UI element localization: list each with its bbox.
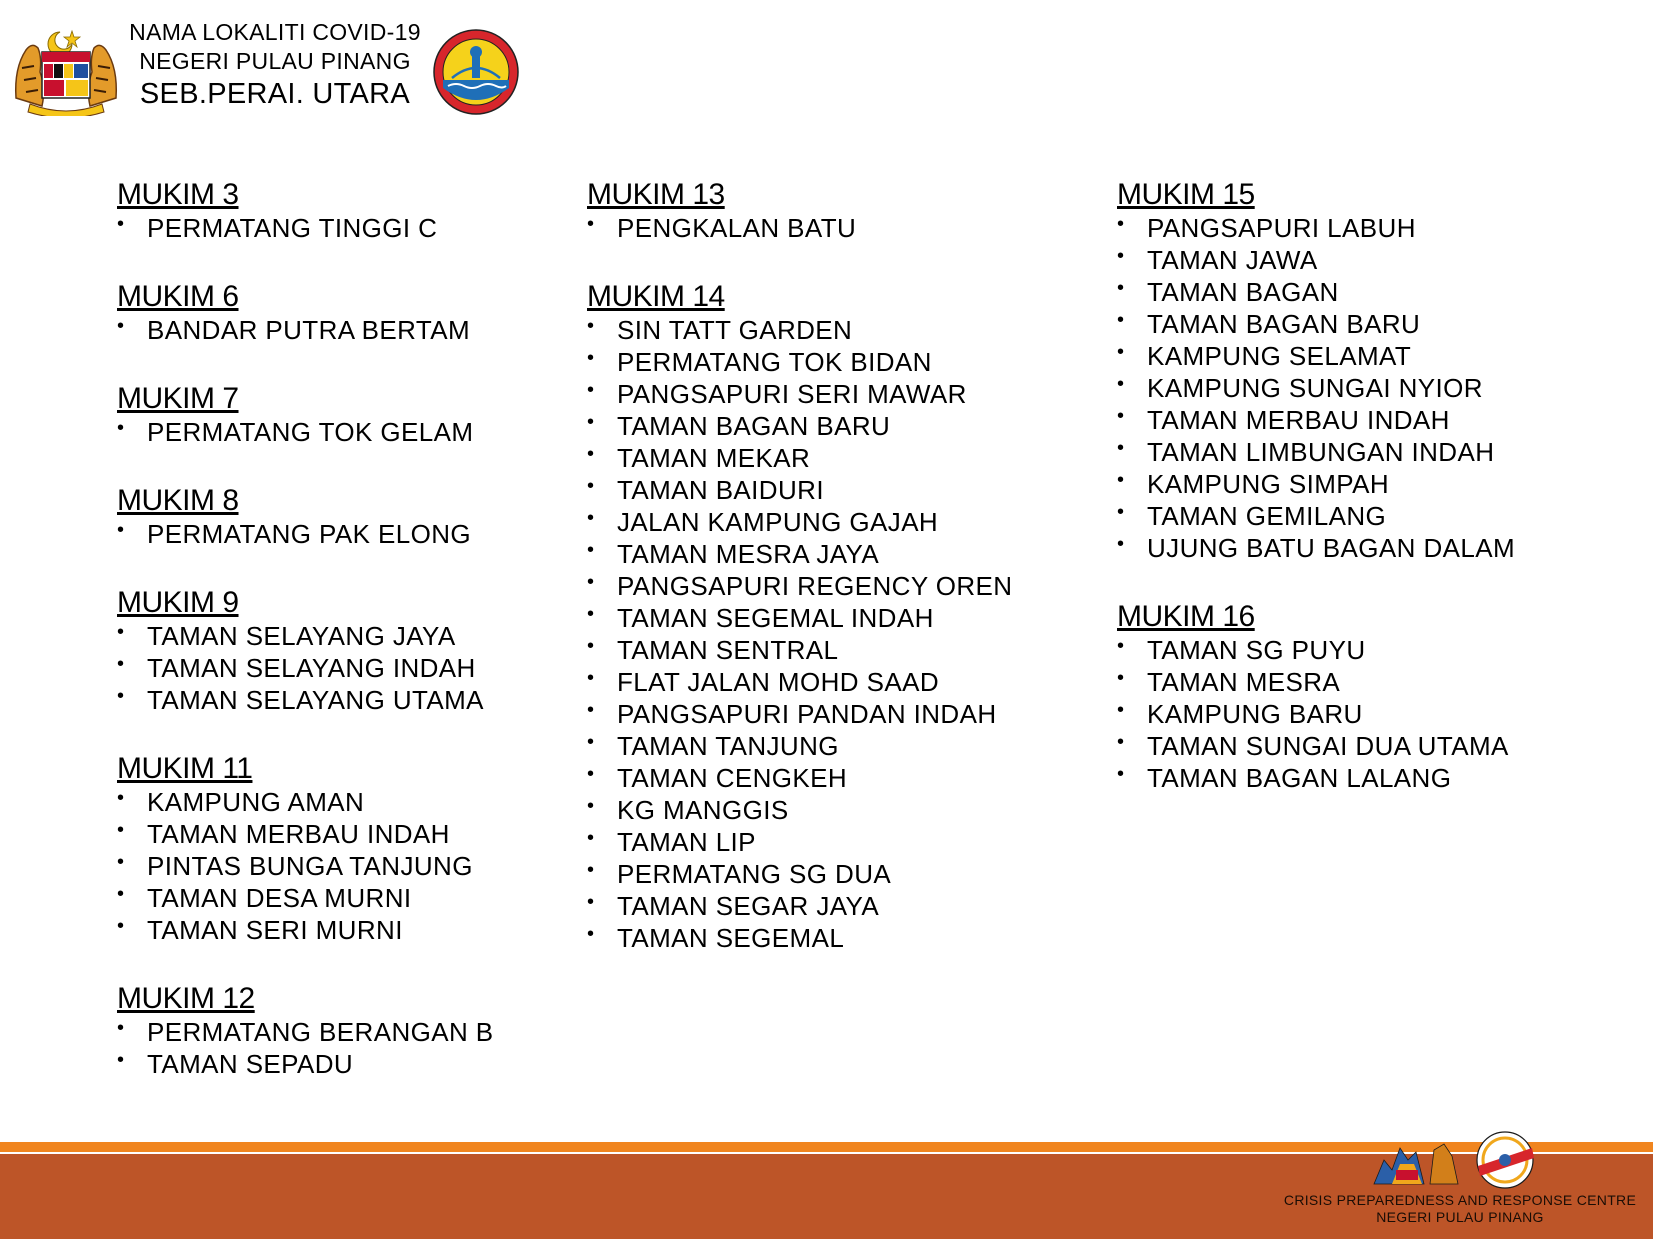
footer-text	[1270, 1192, 1650, 1226]
list-item: • KAMPUNG SELAMAT	[1117, 340, 1637, 372]
list-item: • TAMAN BAGAN BARU	[1117, 308, 1637, 340]
list-item: • TAMAN SEGAR JAYA	[587, 890, 1097, 922]
list-item: • PANGSAPURI SERI MAWAR	[587, 378, 1097, 410]
list-item: • TAMAN LIMBUNGAN INDAH	[1117, 436, 1637, 468]
mukim-group	[117, 178, 577, 244]
list-item: • PERMATANG TINGGI C	[117, 212, 577, 244]
mukim-group	[117, 280, 577, 346]
list-item: • TAMAN LIP	[587, 826, 1097, 858]
list-item: • KAMPUNG BARU	[1117, 698, 1637, 730]
list-item: • TAMAN BAGAN	[1117, 276, 1637, 308]
list-item: • TAMAN MERBAU INDAH	[1117, 404, 1637, 436]
list-item: • TAMAN TANJUNG	[587, 730, 1097, 762]
list-item: • TAMAN CENGKEH	[587, 762, 1097, 794]
list-item: • PANGSAPURI REGENCY OREN	[587, 570, 1097, 602]
list-item: • PERMATANG SG DUA	[587, 858, 1097, 890]
list-item: • TAMAN MEKAR	[587, 442, 1097, 474]
mukim-heading: MUKIM 13	[587, 178, 725, 211]
list-item: • PENGKALAN BATU	[587, 212, 1097, 244]
list-item: • PINTAS BUNGA TANJUNG	[117, 850, 577, 882]
cprc-logo	[1374, 1144, 1458, 1184]
list-item: • TAMAN SEGEMAL INDAH	[587, 602, 1097, 634]
list-item: • UJUNG BATU BAGAN DALAM	[1117, 532, 1637, 564]
column-2	[587, 178, 1097, 990]
list-item: • TAMAN GEMILANG	[1117, 500, 1637, 532]
mukim-heading: MUKIM 11	[117, 752, 253, 785]
mukim-group	[117, 382, 577, 448]
list-item: • TAMAN SUNGAI DUA UTAMA	[1117, 730, 1637, 762]
mukim-group	[1117, 178, 1637, 564]
column-3	[1117, 178, 1637, 830]
list-item: • KG MANGGIS	[587, 794, 1097, 826]
locality-list	[117, 620, 577, 716]
list-item: • KAMPUNG SIMPAH	[1117, 468, 1637, 500]
malaysia-coat-of-arms-logo	[12, 28, 120, 116]
footer-line-2: NEGERI PULAU PINANG	[1376, 1209, 1544, 1225]
mukim-heading: MUKIM 6	[117, 280, 239, 313]
locality-list	[117, 212, 577, 244]
mukim-heading: MUKIM 9	[117, 586, 239, 619]
header	[0, 0, 560, 130]
list-item: • TAMAN SG PUYU	[1117, 634, 1637, 666]
list-item: • TAMAN BAGAN LALANG	[1117, 762, 1637, 794]
list-item: • TAMAN BAGAN BARU	[587, 410, 1097, 442]
mukim-group	[587, 178, 1097, 244]
list-item: • TAMAN MESRA JAYA	[587, 538, 1097, 570]
list-item: • TAMAN SEPADU	[117, 1048, 577, 1080]
list-item: • TAMAN SEGEMAL	[587, 922, 1097, 954]
title-line-2: NEGERI PULAU PINANG	[139, 48, 411, 74]
locality-list	[117, 416, 577, 448]
list-item: • TAMAN DESA MURNI	[117, 882, 577, 914]
footer-logos	[1370, 1130, 1540, 1190]
list-item: • TAMAN SELAYANG UTAMA	[117, 684, 577, 716]
mukim-heading: MUKIM 16	[1117, 600, 1255, 633]
mukim-heading: MUKIM 3	[117, 178, 239, 211]
list-item: • TAMAN SENTRAL	[587, 634, 1097, 666]
mukim-heading: MUKIM 14	[587, 280, 725, 313]
mukim-group	[117, 484, 577, 550]
list-item: • KAMPUNG SUNGAI NYIOR	[1117, 372, 1637, 404]
title-line-3: SEB.PERAI. UTARA	[139, 78, 411, 110]
penang-state-seal-logo	[432, 28, 520, 116]
locality-list	[117, 518, 577, 550]
list-item: • TAMAN SELAYANG INDAH	[117, 652, 577, 684]
locality-list	[117, 314, 577, 346]
mukim-group	[117, 982, 577, 1080]
locality-list	[117, 786, 577, 946]
list-item: • KAMPUNG AMAN	[117, 786, 577, 818]
column-1	[117, 178, 577, 1116]
list-item: • TAMAN MESRA	[1117, 666, 1637, 698]
list-item: • BANDAR PUTRA BERTAM	[117, 314, 577, 346]
list-item: • TAMAN SELAYANG JAYA	[117, 620, 577, 652]
mukim-group	[1117, 600, 1637, 794]
list-item: • FLAT JALAN MOHD SAAD	[587, 666, 1097, 698]
mukim-group	[117, 752, 577, 946]
list-item: • PERMATANG BERANGAN B	[117, 1016, 577, 1048]
mukim-group	[587, 280, 1097, 954]
locality-list	[1117, 212, 1637, 564]
mukim-heading: MUKIM 7	[117, 382, 239, 415]
list-item: • PERMATANG PAK ELONG	[117, 518, 577, 550]
list-item: • TAMAN MERBAU INDAH	[117, 818, 577, 850]
list-item: • TAMAN JAWA	[1117, 244, 1637, 276]
list-item: • PANGSAPURI PANDAN INDAH	[587, 698, 1097, 730]
locality-list	[587, 212, 1097, 244]
mukim-heading: MUKIM 15	[1117, 178, 1255, 211]
locality-list	[587, 314, 1097, 954]
title-line-1: NAMA LOKALITI COVID-19	[129, 19, 421, 45]
title-block	[120, 18, 430, 112]
locality-list	[117, 1016, 577, 1080]
locality-list	[1117, 634, 1637, 794]
list-item: • PERMATANG TOK GELAM	[117, 416, 577, 448]
mukim-heading: MUKIM 8	[117, 484, 239, 517]
footer-line-1: CRISIS PREPAREDNESS AND RESPONSE CENTRE	[1283, 1192, 1637, 1208]
list-item: • JALAN KAMPUNG GAJAH	[587, 506, 1097, 538]
list-item: • TAMAN BAIDURI	[587, 474, 1097, 506]
penang-lawan-covid19-logo	[1477, 1132, 1534, 1188]
list-item: • PERMATANG TOK BIDAN	[587, 346, 1097, 378]
list-item: • TAMAN SERI MURNI	[117, 914, 577, 946]
list-item: • PANGSAPURI LABUH	[1117, 212, 1637, 244]
list-item: • SIN TATT GARDEN	[587, 314, 1097, 346]
mukim-heading: MUKIM 12	[117, 982, 255, 1015]
mukim-group	[117, 586, 577, 716]
